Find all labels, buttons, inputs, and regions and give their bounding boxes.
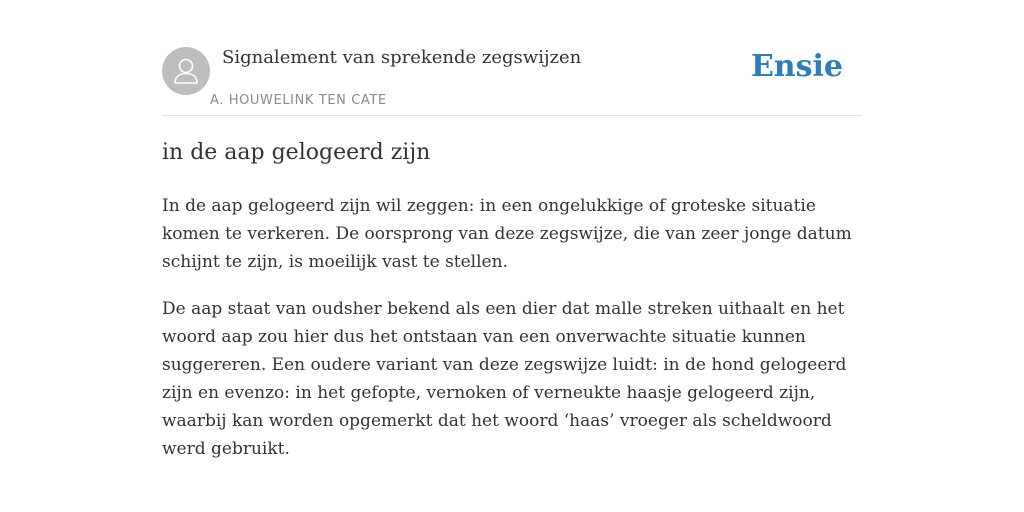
entry-title: in de aap gelogeerd zijn: [162, 140, 431, 165]
paragraph-line: schijnt te zijn, is moeilijk vast te stellen.: [162, 252, 508, 272]
source-title[interactable]: Signalement van sprekende zegswijzen: [222, 47, 582, 68]
paragraph-line: suggereren. Een oudere variant van deze zegswijze luidt: in de hond gelogeerd: [162, 355, 847, 375]
brand-logo[interactable]: Ensie: [750, 49, 843, 84]
paragraph: [162, 192, 862, 276]
source-header: [162, 46, 862, 116]
paragraph-line: zijn en evenzo: in het gefopte, vernoken of verneukte haasje gelogeerd zijn,: [162, 383, 816, 403]
paragraph-line: De aap staat van oudsher bekend als een dier dat malle streken uithaalt en het: [162, 299, 845, 319]
header-divider: [162, 115, 862, 116]
author-name[interactable]: A. HOUWELINK TEN CATE: [210, 93, 387, 108]
paragraph-line: werd gebruikt.: [162, 439, 290, 459]
paragraph-line: woord aap zou hier dus het ontstaan van een onverwachte situatie kunnen: [162, 327, 806, 347]
author-avatar[interactable]: [162, 47, 210, 95]
paragraph-line: waarbij kan worden opgemerkt dat het woord ‘haas’ vroeger als scheldwoord: [162, 411, 832, 431]
paragraph-line: komen te verkeren. De oorsprong van deze zegswijze, die van zeer jonge datum: [162, 224, 852, 244]
paragraph-line: In de aap gelogeerd zijn wil zeggen: in een ongelukkige of groteske situatie: [162, 196, 816, 216]
entry-body: [162, 192, 862, 482]
paragraph: [162, 295, 862, 463]
user-silhouette-icon: [162, 47, 210, 95]
